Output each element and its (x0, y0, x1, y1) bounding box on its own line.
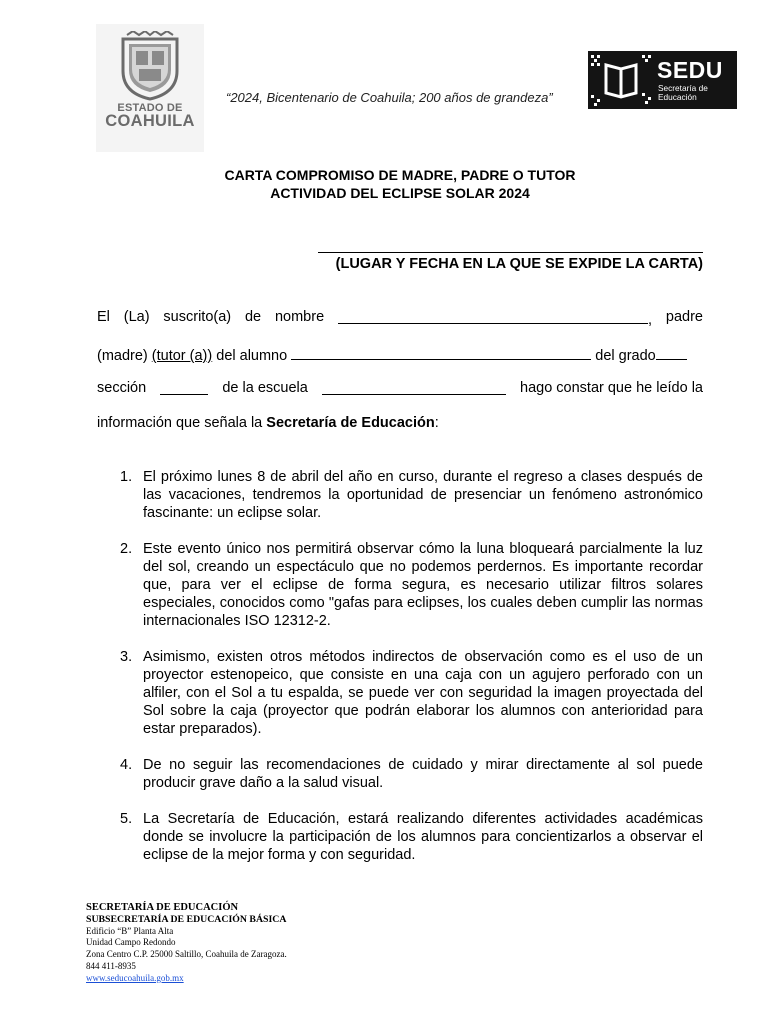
list-item: 4. De no seguir las recomendaciones de cuidado y mirar directamente al sol puede producir grave daño a la salud visual. (120, 757, 703, 791)
place-date-blank (318, 252, 703, 253)
grade-blank[interactable] (656, 345, 687, 360)
form-line-3: sección de la escuela hago constar que he leído la (97, 380, 703, 396)
footer-address (86, 902, 287, 985)
form-line-2: (madre) (tutor (a)) del alumno del grado (97, 345, 703, 364)
footer-subsecretaria: SUBSECRETARÍA DE EDUCACIÓN BÁSICA (86, 913, 287, 925)
coahuila-seal-icon (117, 31, 183, 101)
list-item: 3. Asimismo, existen otros métodos indirectos de observación como es el uso de un proyector estenopeico, que consiste en una caja con un agujero perforado con un alfiler, con el Sol a tu espalda, se puede ver con seguridad la imagen proyectada del Sol sobre la caja (proyector que podrán elaborar los alumnos con anterioridad para estar preparados). (120, 649, 703, 737)
form-line-1: El (La) suscrito(a) de nombre , padre (97, 309, 703, 328)
sedu-logo (588, 51, 737, 109)
sedu-brand: SEDU (657, 57, 723, 83)
footer-phone: 844 411-8935 (86, 960, 136, 971)
footer-unit: Unidad Campo Redondo (86, 937, 176, 948)
place-date-label: (LUGAR Y FECHA EN LA QUE SE EXPIDE LA CARTA) (335, 256, 703, 272)
document-title-line1: CARTA COMPROMISO DE MADRE, PADRE O TUTOR (224, 167, 576, 183)
list-item: 2. Este evento único nos permitirá observar cómo la luna bloqueará parcialmente la luz del sol, creando un espectáculo que no podemos perdernos. Es importante recordar que, para ver el eclipse de forma segura, es necesario utilizar filtros solares especiales, conocidos como "gafas para eclipses, los cuales deben cumplir las normas internacionales ISO 12312-2. (120, 541, 703, 629)
coahuila-state-logo (96, 24, 204, 152)
motto-text: “2024, Bicentenario de Coahuila; 200 años de grandeza” (226, 90, 553, 105)
footer-secretaria: SECRETARÍA DE EDUCACIÓN (86, 902, 239, 913)
footer-website-link[interactable]: www.seducoahuila.gob.mx (86, 972, 184, 983)
list-item: 5. La Secretaría de Educación, estará realizando diferentes actividades académicas donde se involucre la participación de los alumnos para concientizarlos a observar el eclipse de la mejor forma y con seguridad. (120, 811, 703, 863)
document-title-line2: ACTIVIDAD DEL ECLIPSE SOLAR 2024 (270, 185, 530, 201)
state-name-line1: ESTADO DE (117, 102, 183, 114)
open-book-icon (588, 51, 654, 109)
form-line-4: información que señala la Secretaría de Educación: (97, 415, 439, 431)
name-blank[interactable] (338, 309, 648, 324)
footer-building: Edificio “B” Planta Alta (86, 925, 174, 936)
sedu-subtitle: Secretaría de Educación (658, 83, 708, 102)
section-blank[interactable] (160, 380, 208, 395)
school-blank[interactable] (322, 380, 506, 395)
student-blank[interactable] (291, 345, 591, 360)
footer-zone: Zona Centro C.P. 25000 Saltillo, Coahuila de Zaragoza. (86, 949, 287, 960)
state-name-line2: COAHUILA (105, 112, 195, 130)
list-item: 1. El próximo lunes 8 de abril del año en curso, durante el regreso a clases después de las vacaciones, tendremos la oportunidad de presenciar un fenómeno astronómico fascinante: un eclipse solar. (120, 469, 703, 521)
information-list (97, 468, 703, 882)
